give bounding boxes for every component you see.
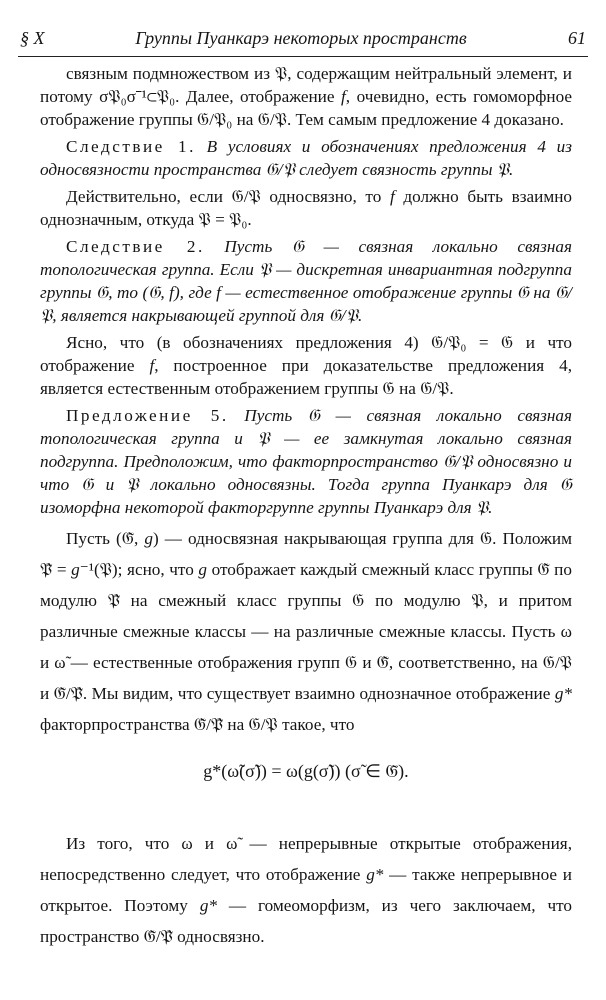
text-run: Из того, что ω и ω̃ — непрерывные открытые отображения, непосредственно следует, что отображение: [40, 834, 572, 884]
text-run: — гомеоморфизм, из чего заключаем, что пространство 𝔊̃/𝔓̃ односвязно.: [40, 896, 572, 946]
text-run: связным подмножеством из 𝔓, содержащим нейтральный элемент, и потому σ𝔓₀σ⁻¹⊂𝔓₀. Далее, отображение: [40, 64, 572, 106]
final-paragraph-container: [40, 828, 572, 952]
paragraph: [40, 331, 572, 400]
section-number: § X: [20, 28, 45, 48]
text-run: — также непрерывное и открытое. Поэтому: [40, 865, 572, 915]
text-run: f: [341, 87, 346, 106]
text-run: Действительно, если 𝔊/𝔓 односвязно, то: [66, 187, 390, 206]
text-run: g: [71, 560, 80, 579]
text-run: f: [389, 187, 395, 206]
paragraph: [40, 135, 572, 181]
paragraph: [40, 523, 572, 740]
text-run: g*: [366, 865, 384, 884]
text-run: , очевидно, есть гомоморфное отображение группы 𝔊/𝔓₀ на 𝔊/𝔓. Тем самым предложение 4 доказано.: [40, 87, 572, 129]
text-run: g: [144, 529, 153, 548]
paragraph: [40, 185, 572, 231]
display-formula: g*(ω̃(σ̃)) = ω(g(σ̃)) (σ̃ ∈ 𝔊̃).: [203, 761, 409, 781]
page-number: 61: [568, 28, 586, 48]
running-header: [16, 28, 586, 54]
text-run: Пусть 𝔊 — связная локально связная топологическая группа. Если 𝔓 — дискретная инвариантная подгруппа группы 𝔊, то (𝔊, f), где f — естественное отображение группы 𝔊 на 𝔊/𝔓, является накрывающей группой для 𝔊/𝔓.: [40, 237, 572, 325]
text-run: Пусть 𝔊 — связная локально связная топологическая группа и 𝔓 — ее замкнутая локально связная подгруппа. Предположим, что факторпространство 𝔊/𝔓 односвязно и что 𝔊 и 𝔓 локально односвязны. Тогда группа Пуанкарэ для 𝔊 изоморфна некоторой факторгруппе группы Пуанкарэ для 𝔓.: [40, 406, 573, 517]
paragraph: [40, 62, 572, 131]
text-run: факторпространства 𝔊̃/𝔓̃ на 𝔊/𝔓 такое, что: [40, 715, 355, 734]
header-rule: [18, 56, 588, 57]
text-run: g: [198, 560, 208, 579]
text-run: должно быть взаимно однозначным, откуда 𝔓 = 𝔓₀.: [40, 187, 572, 229]
text-run: Предложение 5.: [66, 406, 229, 425]
text-run: Ясно, что (в обозначениях предложения 4) 𝔊/𝔓₀ = 𝔊 и что отображение: [40, 333, 572, 375]
text-run: , построенное при доказательстве предложения 4, является естественным отображением группы 𝔊 на 𝔊/𝔓.: [40, 356, 573, 398]
page-body: [40, 62, 572, 956]
paragraph: [40, 235, 572, 327]
text-run: ) — односвязная накрывающая группа для 𝔊. Положим 𝔓̃ =: [40, 529, 572, 579]
text-run: Следствие 2.: [66, 237, 205, 256]
text-run: g*: [554, 684, 572, 703]
text-run: Следствие 1.: [66, 137, 196, 156]
text-run: f: [149, 356, 155, 375]
text-run: Пусть (𝔊̃,: [66, 529, 145, 548]
text-run: отображает каждый смежный класс группы 𝔊̃ по модулю 𝔓̃ на смежный класс группы 𝔊 по модулю 𝔓, и притом различные смежные классы — на различные смежные классы. Пусть ω и ω̃ — естественные отображения групп 𝔊 и 𝔊̃, соответственно, на 𝔊/𝔓 и 𝔊̃/𝔓̃. Мы видим, что существует взаимно однозначное отображение: [40, 560, 572, 703]
text-run: ⁻¹(𝔓); ясно, что: [79, 560, 199, 579]
running-title: Группы Пуанкарэ некоторых пространств: [135, 28, 467, 48]
final-paragraph: [40, 828, 572, 952]
text-run: В условиях и обозначениях предложения 4 из односвязности пространства 𝔊/𝔓 следует связность группы 𝔓.: [40, 137, 572, 179]
paragraph: [40, 404, 572, 519]
paragraph-list: [40, 62, 572, 740]
text-run: g*: [199, 896, 217, 915]
